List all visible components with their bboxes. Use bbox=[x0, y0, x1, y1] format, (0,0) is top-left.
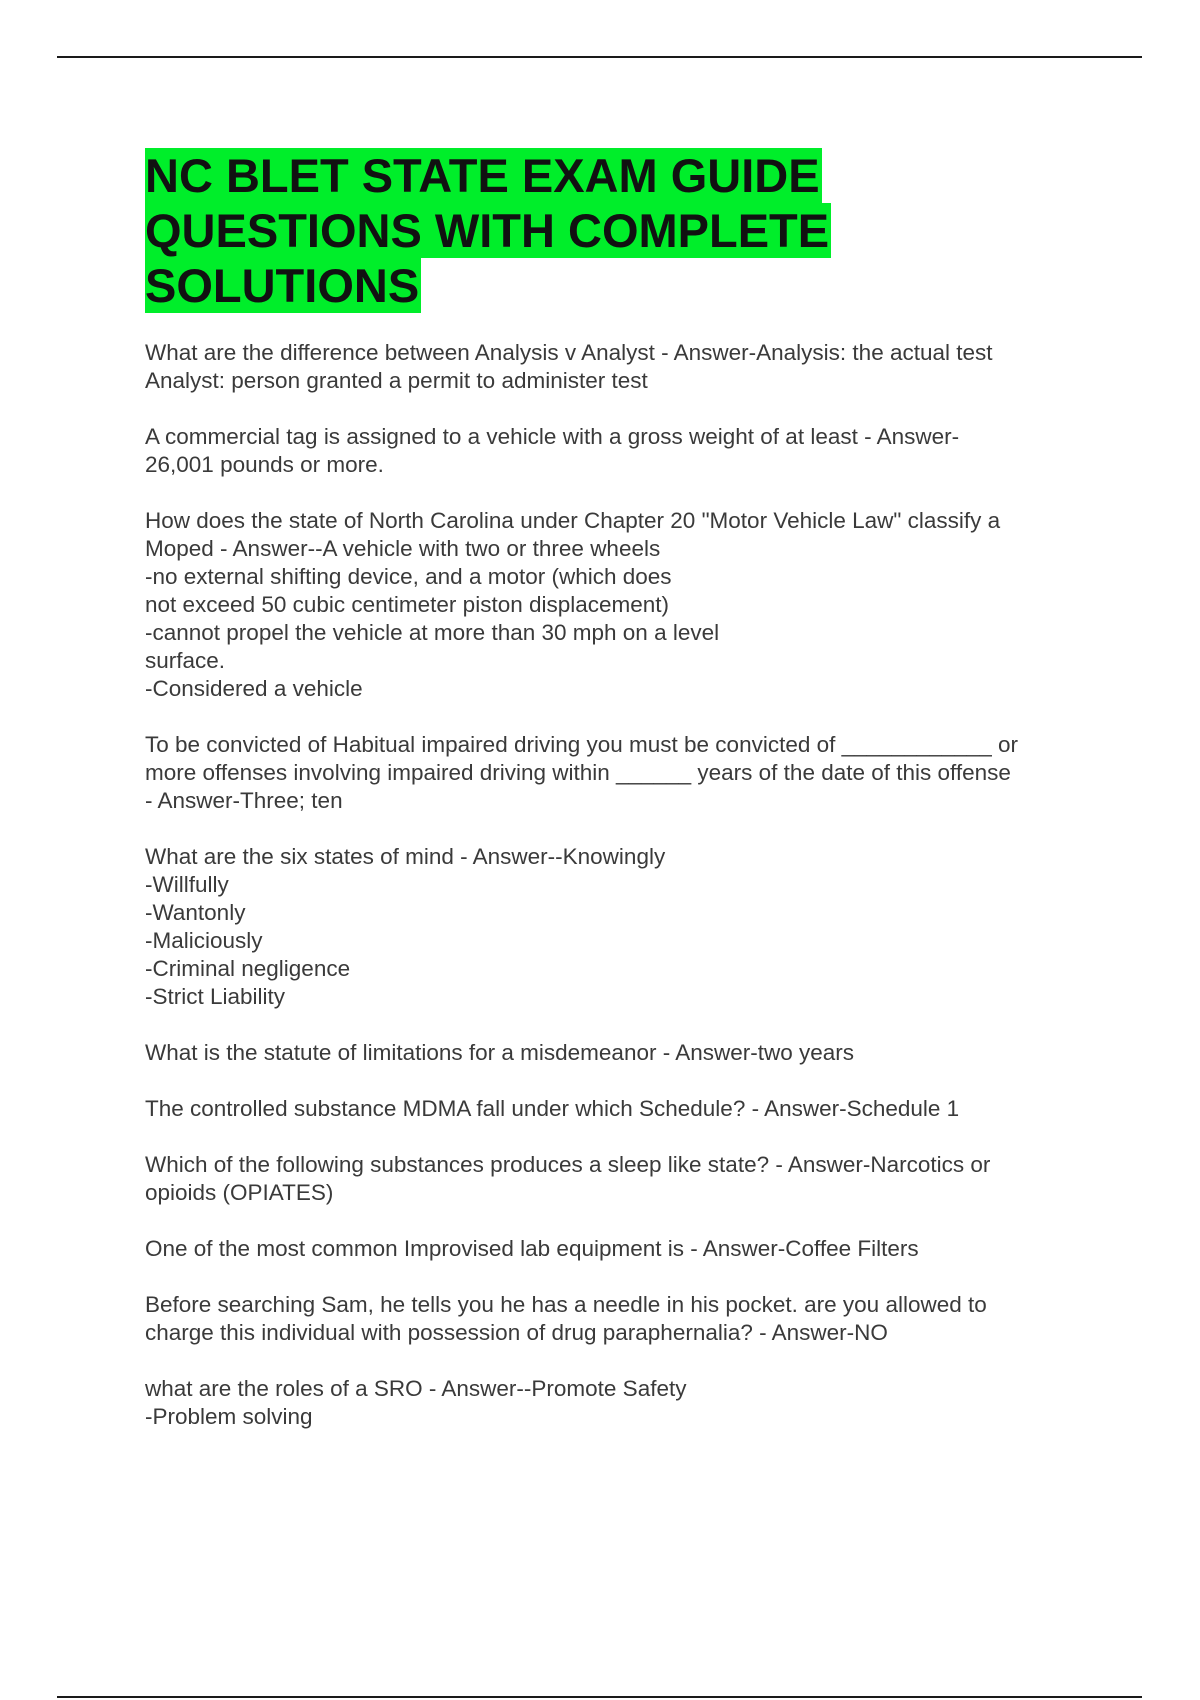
qa-list bbox=[145, 339, 1105, 1431]
top-rule bbox=[57, 56, 1142, 58]
qa-line: - Answer-Three; ten bbox=[145, 788, 343, 813]
title-line: QUESTIONS WITH COMPLETE bbox=[145, 204, 830, 257]
qa-line: What is the statute of limitations for a misdemeanor - Answer-two years bbox=[145, 1040, 855, 1065]
qa-entry bbox=[145, 1375, 1105, 1431]
qa-entry bbox=[145, 1291, 1105, 1347]
qa-entry bbox=[145, 1235, 1105, 1263]
qa-line: -Considered a vehicle bbox=[145, 676, 363, 701]
qa-line: What are the six states of mind - Answer--Knowingly bbox=[145, 844, 666, 869]
qa-line: Before searching Sam, he tells you he has a needle in his pocket. are you allowed to bbox=[145, 1292, 987, 1317]
qa-line: charge this individual with possession of drug paraphernalia? - Answer-NO bbox=[145, 1320, 888, 1345]
qa-line: The controlled substance MDMA fall under which Schedule? - Answer-Schedule 1 bbox=[145, 1096, 960, 1121]
qa-line: more offenses involving impaired driving within ______ years of the date of this offense bbox=[145, 760, 1011, 785]
bottom-rule bbox=[57, 1696, 1142, 1698]
document-body bbox=[145, 148, 1105, 1459]
qa-line: surface. bbox=[145, 648, 226, 673]
qa-line: -no external shifting device, and a motor (which does bbox=[145, 564, 672, 589]
qa-entry bbox=[145, 339, 1105, 395]
qa-entry bbox=[145, 1151, 1105, 1207]
qa-line: To be convicted of Habitual impaired driving you must be convicted of ____________ or bbox=[145, 732, 1019, 757]
qa-entry bbox=[145, 423, 1105, 479]
qa-line: What are the difference between Analysis v Analyst - Answer-Analysis: the actual test bbox=[145, 340, 993, 365]
qa-entry bbox=[145, 843, 1105, 1011]
qa-line: Which of the following substances produces a sleep like state? - Answer-Narcotics or bbox=[145, 1152, 991, 1177]
title-line: SOLUTIONS bbox=[145, 259, 420, 312]
qa-line: -Wantonly bbox=[145, 900, 246, 925]
qa-line: -Problem solving bbox=[145, 1404, 313, 1429]
qa-line: -cannot propel the vehicle at more than 30 mph on a level bbox=[145, 620, 720, 645]
qa-entry bbox=[145, 1095, 1105, 1123]
qa-entry bbox=[145, 507, 1105, 703]
qa-line: A commercial tag is assigned to a vehicle with a gross weight of at least - Answer- bbox=[145, 424, 960, 449]
qa-line: not exceed 50 cubic centimeter piston displacement) bbox=[145, 592, 670, 617]
qa-entry bbox=[145, 1039, 1105, 1067]
title-line: NC BLET STATE EXAM GUIDE bbox=[145, 149, 820, 202]
qa-line: -Maliciously bbox=[145, 928, 263, 953]
qa-line: opioids (OPIATES) bbox=[145, 1180, 334, 1205]
qa-line: -Willfully bbox=[145, 872, 229, 897]
qa-line: -Criminal negligence bbox=[145, 956, 351, 981]
qa-entry bbox=[145, 731, 1105, 815]
qa-line: 26,001 pounds or more. bbox=[145, 452, 384, 477]
qa-line: Moped - Answer--A vehicle with two or three wheels bbox=[145, 536, 661, 561]
qa-line: One of the most common Improvised lab equipment is - Answer-Coffee Filters bbox=[145, 1236, 919, 1261]
document-title bbox=[145, 148, 1105, 313]
qa-line: How does the state of North Carolina under Chapter 20 "Motor Vehicle Law" classify a bbox=[145, 508, 1001, 533]
qa-line: -Strict Liability bbox=[145, 984, 286, 1009]
qa-line: what are the roles of a SRO - Answer--Promote Safety bbox=[145, 1376, 687, 1401]
qa-line: Analyst: person granted a permit to administer test bbox=[145, 368, 648, 393]
